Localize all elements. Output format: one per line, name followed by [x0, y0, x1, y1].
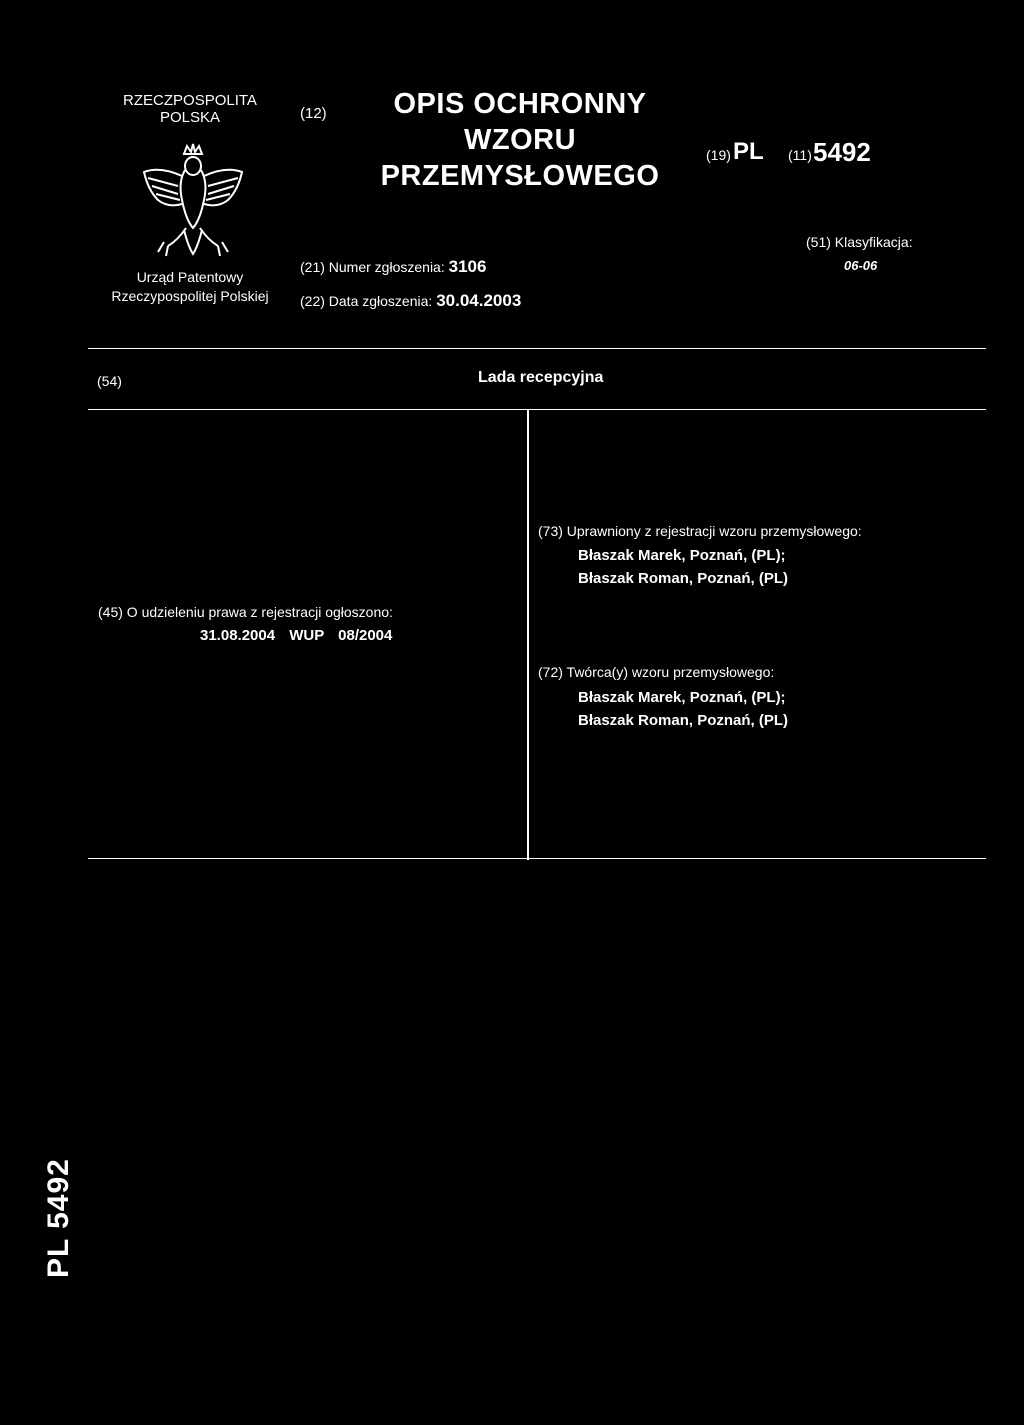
eagle-emblem-icon: [138, 142, 248, 260]
field-code-11: (11): [788, 147, 812, 163]
field-code-12: (12): [300, 105, 327, 122]
holder-2: Błaszak Roman, Poznań, (PL): [578, 570, 789, 587]
column-divider: [527, 410, 529, 860]
creator-2: Błaszak Roman, Poznań, (PL): [578, 712, 789, 729]
design-title: Lada recepcyjna: [478, 369, 604, 386]
country-code: PL: [733, 138, 764, 165]
country-name: [100, 92, 280, 126]
top-divider: [88, 348, 986, 349]
country-line-2: POLSKA: [159, 109, 221, 126]
title-line-1: OPIS OCHRONNY: [393, 88, 647, 120]
application-date-label: (22) Data zgłoszenia:: [300, 293, 433, 309]
holder-1: Błaszak Marek, Poznań, (PL);: [578, 547, 786, 564]
title-line-2: WZORU: [463, 124, 577, 156]
holders-label: (73) Uprawniony z rejestracji wzoru przemysłowego:: [538, 523, 862, 539]
office-line-1: Urząd Patentowy: [136, 269, 244, 285]
creator-1: Błaszak Marek, Poznań, (PL);: [578, 689, 786, 706]
creators-label: (72) Twórca(y) wzoru przemysłowego:: [538, 664, 775, 680]
office-line-2: Rzeczypospolitej Polskiej: [111, 288, 269, 304]
document-title: [360, 86, 680, 194]
publication-value: 31.08.2004 WUP 08/2004: [200, 627, 393, 644]
publication-label: (45) O udzieleniu prawa z rejestracji ogłoszono:: [98, 604, 393, 620]
side-document-number: PL 5492: [42, 1158, 75, 1278]
document-number: 5492: [813, 137, 871, 167]
title-line-3: PRZEMYSŁOWEGO: [380, 160, 660, 192]
application-number-value: 3106: [448, 257, 487, 276]
title-divider: [88, 409, 986, 410]
country-line-1: RZECZPOSPOLITA: [123, 92, 257, 109]
field-code-54: (54): [97, 373, 122, 389]
bottom-divider: [88, 858, 986, 859]
field-code-19: (19): [706, 147, 731, 163]
classification-value: 06-06: [844, 258, 878, 273]
application-date-value: 30.04.2003: [436, 291, 522, 310]
application-number-label: (21) Numer zgłoszenia:: [300, 259, 445, 275]
patent-office-name: [85, 268, 295, 306]
classification-label: (51) Klasyfikacja:: [806, 234, 913, 250]
application-date: [300, 291, 521, 311]
application-number: [300, 257, 486, 277]
